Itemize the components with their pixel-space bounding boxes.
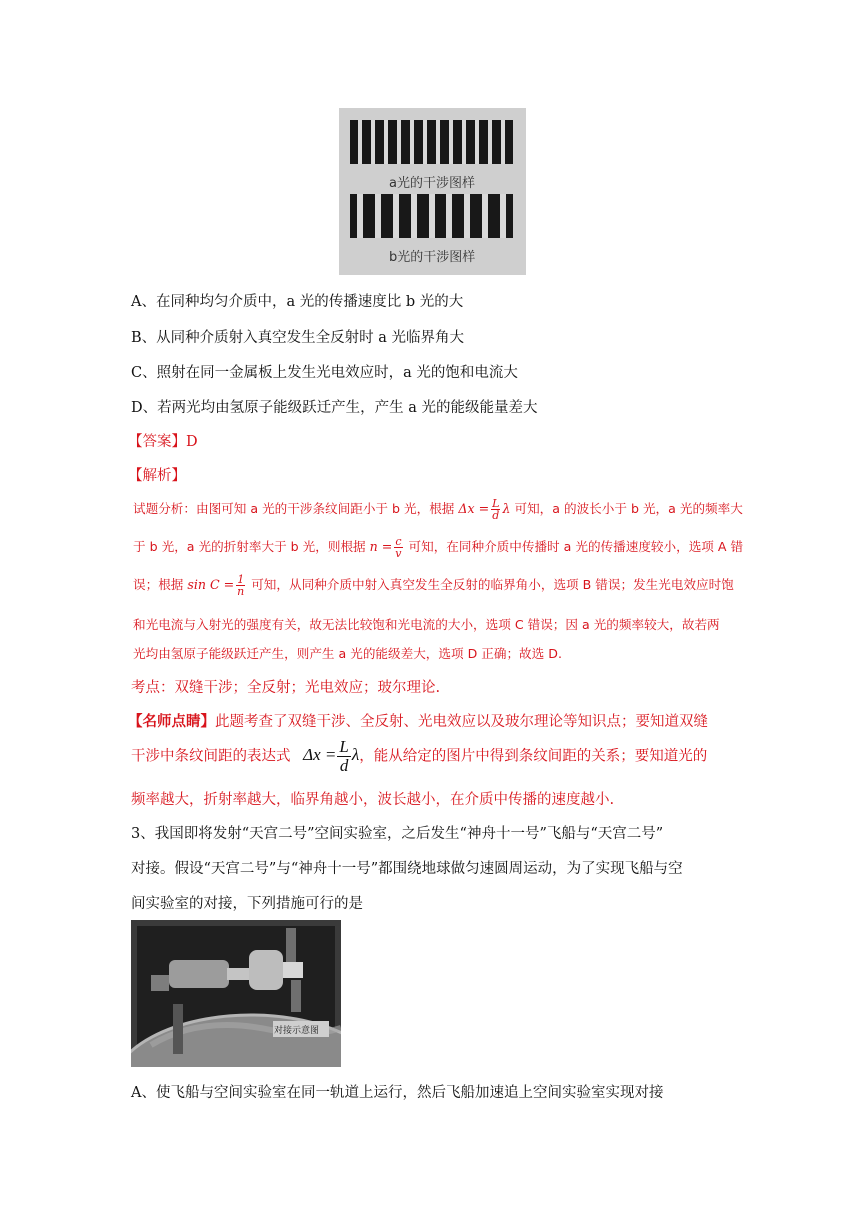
bright-fringe [449,120,453,164]
analysis-text: 误；根据 [133,577,184,592]
bright-fringe [488,120,492,164]
bright-fringe [410,120,414,164]
tip-text: 干涉中条纹间距的表达式 [131,748,291,765]
bright-fringe [429,194,435,238]
docking-illustration [131,920,341,1067]
question3-line-2: 对接。假设“天宫二号”与“神舟十一号”都围绕地球做匀速圆周运动，为了实现飞船与空 [131,861,683,877]
bright-fringe [357,194,363,238]
analysis-text: 可知，在同种介质中传播时 a 光的传播速度较小，选项 A 错 [408,539,744,554]
bright-fringe [423,120,427,164]
tip-text: ，能从给定的图片中得到条纹间距的关系；要知道光的 [359,748,708,765]
tip-label: 【名师点睛】 [128,713,215,730]
bright-fringe [393,194,399,238]
bright-fringe [397,120,401,164]
question3-option-a: A、使飞船与空间实验室在同一轨道上运行，然后飞船加速追上空间实验室实现对接 [131,1085,664,1101]
question3-line-3: 间实验室的对接，下列措施可行的是 [131,896,363,912]
analysis-text: 可知，从同种介质中射入真空发生全反射的临界角小，选项 B 错误；发生光电效应时饱 [251,577,734,592]
bright-fringe [384,120,388,164]
formula-delta-x: Δx = $\frac{L}{d}$ λ [458,497,511,522]
option-d: D、若两光均由氢原子能级跃迁产生，产生 a 光的能级能量差大 [131,400,538,416]
analysis-line-5: 光均由氢原子能级跃迁产生，则产生 a 光的能级差大，选项 D 正确；故选 D. [133,646,562,661]
bright-fringe [358,120,362,164]
bright-fringe [475,120,479,164]
bright-fringe [501,120,505,164]
answer-label: 【答案】 [128,434,186,450]
formula-fringe-spacing: Δx = $\frac{L}{d}$ λ [303,737,360,775]
interference-figure [339,108,526,275]
bright-fringe [446,194,452,238]
question3-line-1: 3、我国即将发射“天宫二号”空间实验室，之后发生“神舟十一号”飞船与“天宫二号” [131,826,664,842]
bright-fringe [464,194,470,238]
option-c: C、照射在同一金属板上发生光电效应时，a 光的饱和电流大 [131,365,518,381]
option-a: A、在同种均匀介质中，a 光的传播速度比 b 光的大 [131,294,464,310]
fringe-pattern-b [350,194,513,238]
bright-fringe [500,194,506,238]
option-b: B、从同种介质射入真空发生全反射时 a 光临界角大 [131,330,465,346]
bright-fringe [375,194,381,238]
tip-line-2 [131,738,707,775]
bright-fringe [462,120,466,164]
answer-line [128,430,198,451]
tip-line-1 [128,710,708,731]
analysis-line-2 [133,536,743,559]
docking-caption: 对接示意图 [274,1026,320,1036]
analysis-line-3 [133,574,734,597]
answer-value: D [186,434,198,450]
analysis-line-4: 和光电流与入射光的强度有关，故无法比较饱和光电流的大小，选项 C 错误；因 a 光的频率较大，故若两 [133,617,720,632]
bright-fringe [371,120,375,164]
bright-fringe [436,120,440,164]
fringe-caption-b: b光的干涉图样 [389,250,476,265]
tip-text: 此题考查了双缝干涉、全反射、光电效应以及玻尔理论等知识点；要知道双缝 [215,714,708,730]
analysis-label: 【解析】 [128,468,186,484]
formula-n: n = $\frac{c}{v}$ [369,535,402,560]
analysis-text: 于 b 光，a 光的折射率大于 b 光，则根据 [133,539,366,554]
tip-line-3: 频率越大，折射率越大，临界角越小，波长越小，在介质中传播的速度越小. [131,792,615,808]
analysis-text: 试题分析：由图可知 a 光的干涉条纹间距小于 b 光，根据 [133,501,455,516]
formula-sin-c: sin C = $\frac{1}{n}$ [187,573,245,598]
bright-fringe [411,194,417,238]
bright-fringe [482,194,488,238]
analysis-text: 可知，a 的波长小于 b 光，a 光的频率大 [514,501,743,516]
docking-photo [131,920,341,1067]
fringe-pattern-a [350,120,513,164]
fringe-caption-a: a光的干涉图样 [389,176,475,191]
analysis-line-1 [133,498,743,521]
kaodian-line: 考点：双缝干涉；全反射；光电效应；玻尔理论. [131,680,441,696]
